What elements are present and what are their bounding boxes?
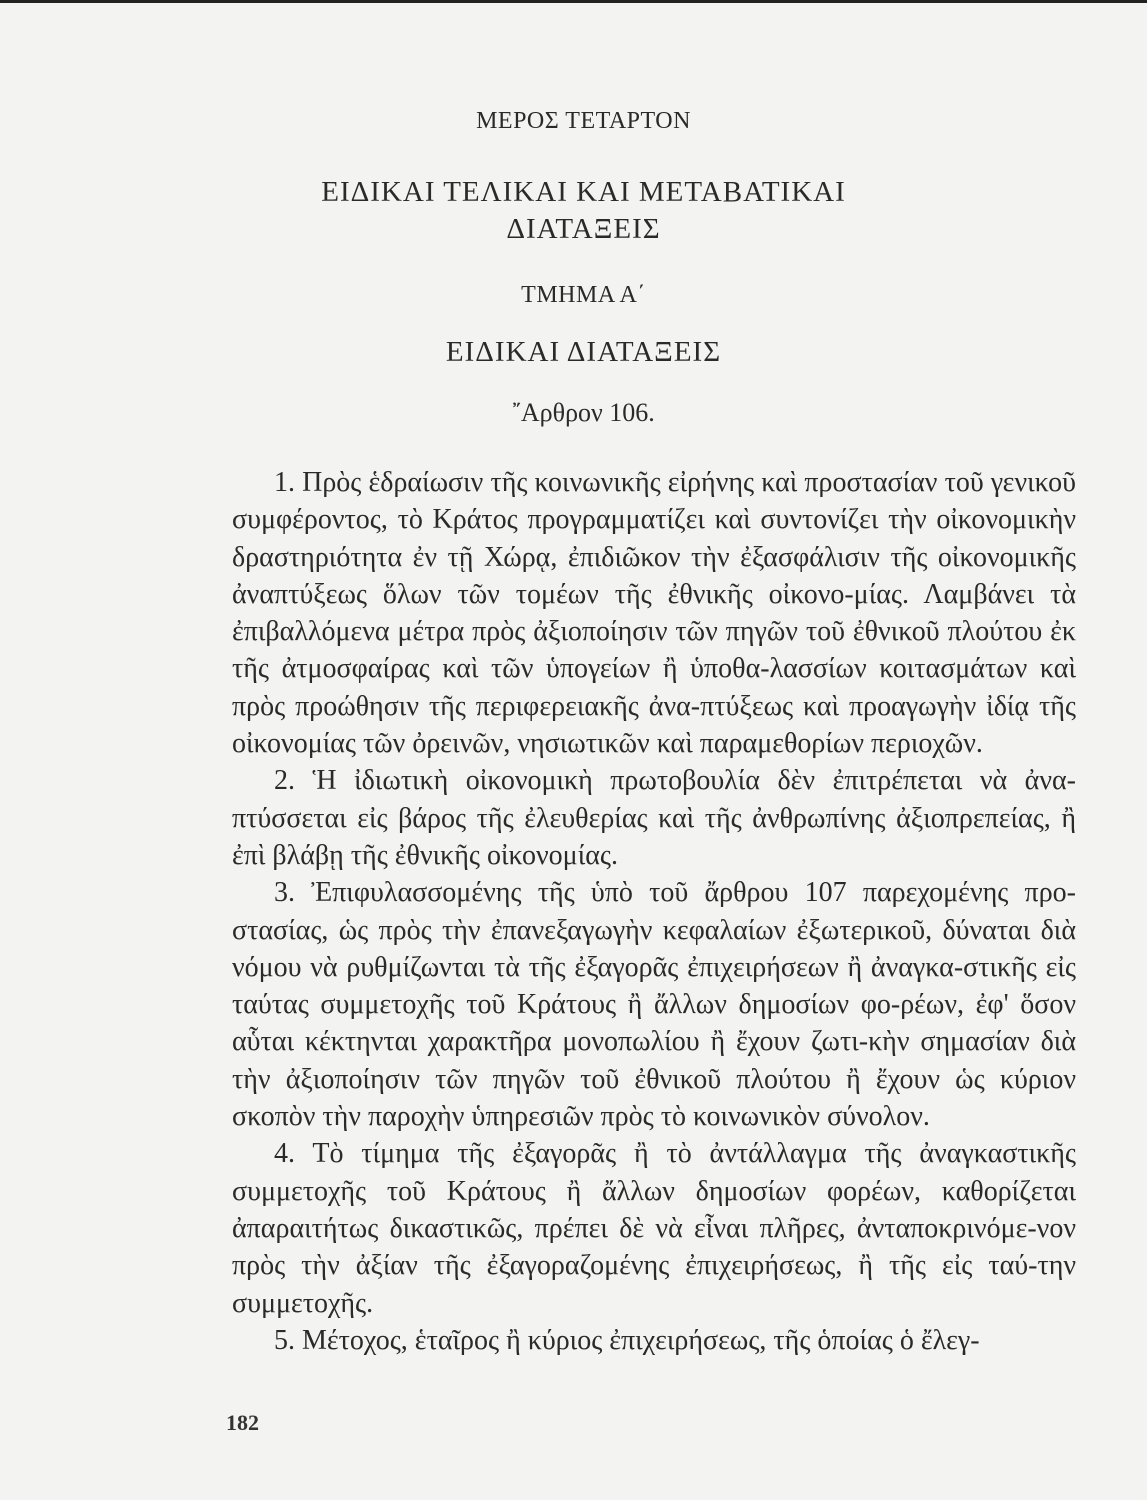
paragraph-2: 2. Ἡ ἰδιωτικὴ οἰκονομικὴ πρωτοβουλία δὲν ἐπιτρέπεται νὰ ἀνα-πτύσσεται εἰς βάρος τῆς ἐλευθερίας καὶ τῆς ἀνθρωπίνης ἀξιοπρεπείας, ἢ ἐπὶ βλάβῃ τῆς ἐθνικῆς οἰκονομίας. [232,765,1076,871]
article-title: ῎Αρθρον 106. [512,398,655,427]
paragraph-1: 1. Πρὸς ἑδραίωσιν τῆς κοινωνικῆς εἰρήνης καὶ προστασίαν τοῦ γενικοῦ συμφέροντος, τὸ Κράτος προγραμματίζει καὶ συντονίζει τὴν οἰκονομικὴν δραστηριότητα ἐν τῇ Χώρᾳ, ἐπιδιῶκον τὴν ἐξασφάλισιν τῆς οἰκονομικῆς ἀναπτύξεως ὅλων τῶν τομέων τῆς ἐθνικῆς οἰκονο-μίας. Λαμβάνει τὰ ἐπιβαλλόμενα μέτρα πρὸς ἀξιοποίησιν τῶν πηγῶν τοῦ ἐθνικοῦ πλούτου ἐκ τῆς ἀτμοσφαίρας καὶ τῶν ὑπογείων ἢ ὑποθα-λασσίων κοιτασμάτων καὶ πρὸς προώθησιν τῆς περιφερειακῆς ἀνα-πτύξεως καὶ προαγωγὴν ἰδίᾳ τῆς οἰκονομίας τῶν ὀρεινῶν, νησιωτικῶν καὶ παραμεθορίων περιοχῶν. [232,467,1076,760]
page-number: 182 [226,1410,259,1435]
scan-top-edge [0,0,1147,3]
main-title-line-2: ΔΙΑΤΑΞΕΙΣ [506,213,661,245]
subsection-title: ΕΙΔΙΚΑΙ ΔΙΑΤΑΞΕΙΣ [445,336,722,368]
article-body [232,464,1076,1359]
main-title-line-1: ΕΙΔΙΚΑΙ ΤΕΛΙΚΑΙ ΚΑΙ ΜΕΤΑΒΑΤΙΚΑΙ [321,176,846,208]
paragraph-4: 4. Τὸ τίμημα τῆς ἐξαγορᾶς ἢ τὸ ἀντάλλαγμα τῆς ἀναγκαστικῆς συμμετοχῆς τοῦ Κράτους ἢ ἄλλων δημοσίων φορέων, καθορίζεται ἀπαραιτήτως δικαστικῶς, πρέπει δὲ νὰ εἶναι πλῆρες, ἀνταποκρινόμε-νον πρὸς τὴν ἀξίαν τῆς ἐξαγοραζομένης ἐπιχειρήσεως, ἢ τῆς εἰς ταύ-την συμμετοχῆς. [232,1138,1076,1319]
section-title: ΤΜΗΜΑ Α΄ [521,282,646,308]
paragraph-5: 5. Μέτοχος, ἑταῖρος ἢ κύριος ἐπιχειρήσεως, τῆς ὁποίας ὁ ἔλεγ- [274,1324,980,1356]
part-title: ΜΕΡΟΣ ΤΕΤΑΡΤΟΝ [476,108,691,134]
paragraph-3: 3. Ἐπιφυλασσομένης τῆς ὑπὸ τοῦ ἄρθρου 107 παρεχομένης προ-στασίας, ὡς πρὸς τὴν ἐπανεξαγωγὴν κεφαλαίων ἐξωτερικοῦ, δύναται διὰ νόμου νὰ ρυθμίζωνται τὰ τῆς ἐξαγορᾶς ἐπιχειρήσεων ἢ ἀναγκα-στικῆς εἰς ταύτας συμμετοχῆς τοῦ Κράτους ἢ ἄλλων δημοσίων φο-ρέων, ἐφ' ὅσον αὗται κέκτηνται χαρακτῆρα μονοπωλίου ἢ ἔχουν ζωτι-κὴν σημασίαν διὰ τὴν ἀξιοποίησιν τῶν πηγῶν τοῦ ἐθνικοῦ πλούτου ἢ ἔχουν ὡς κύριον σκοπὸν τὴν παροχὴν ὑπηρεσιῶν πρὸς τὸ κοινωνικὸν σύνολον. [232,877,1076,1133]
